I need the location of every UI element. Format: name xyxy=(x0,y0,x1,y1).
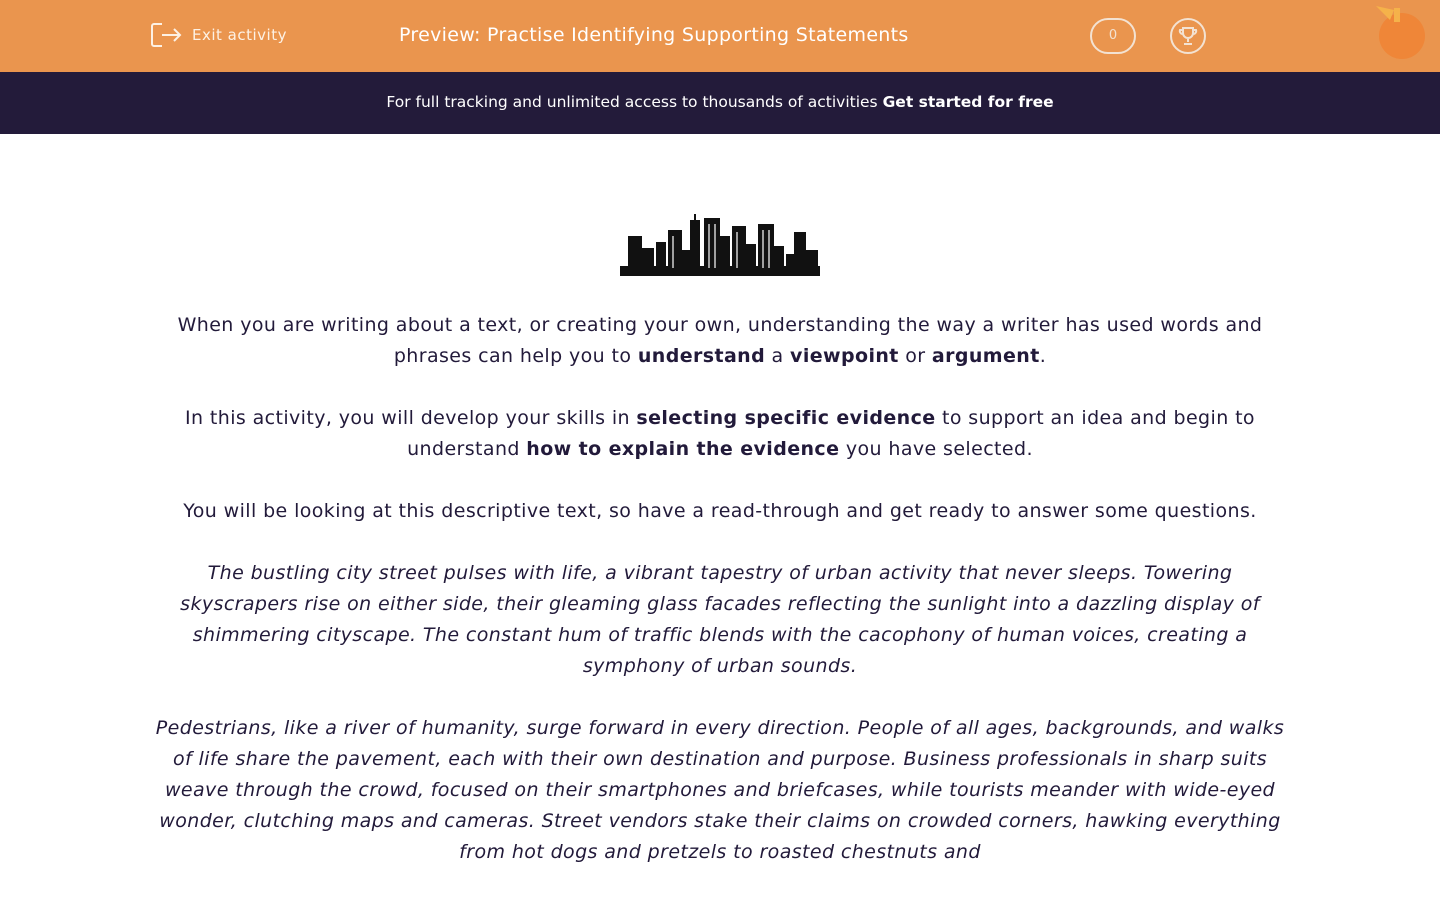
intro-paragraph-1: When you are writing about a text, or creating your own, understanding the way a writer has used words and phrases can help you to understand a viewpoint or argument. xyxy=(177,314,1263,367)
exit-activity-button[interactable] xyxy=(150,22,287,48)
city-skyline-image xyxy=(620,214,820,276)
exit-label: Exit activity xyxy=(192,26,287,44)
get-started-link[interactable]: Get started for free xyxy=(882,93,1054,111)
passage-paragraph-2: Pedestrians, like a river of humanity, surge forward in every direction. People of all ages, backgrounds, and walks of life share the pavement, each with their own destination and purpose. Business professionals in sharp suits weave through the crowd, focused on their smartphones and briefcases, while tourists meander with wide-eyed wonder, clutching maps and cameras. Street vendors stake their claims on crowded corners, hawking everything from hot dogs and pretzels to roasted chestnuts and xyxy=(155,717,1285,863)
intro-paragraph-3: You will be looking at this descriptive text, so have a read-through and get ready to answer some questions. xyxy=(183,500,1257,522)
banner-text: For full tracking and unlimited access to thousands of activities xyxy=(386,93,883,111)
signup-banner xyxy=(0,72,1440,134)
trophy-button[interactable] xyxy=(1170,18,1206,54)
top-bar xyxy=(0,0,1440,72)
passage-paragraph-1: The bustling city street pulses with life, a vibrant tapestry of urban activity that never sleeps. Towering skyscrapers rise on either side, their gleaming glass facades reflecting the sunlight into a dazzling display of shimmering cityscape. The constant hum of traffic blends with the cacophony of human voices, creating a symphony of urban sounds. xyxy=(180,562,1260,677)
main-content xyxy=(0,134,1440,868)
trophy-icon xyxy=(1177,25,1199,47)
score-badge: 0 xyxy=(1090,18,1136,54)
intro-paragraph-2: In this activity, you will develop your skills in selecting specific evidence to support an idea and begin to understand how to explain the evidence you have selected. xyxy=(185,407,1255,460)
exit-icon xyxy=(150,22,182,48)
page-title: Preview: Practise Identifying Supporting Statements xyxy=(399,24,909,46)
orange-logo xyxy=(1374,4,1434,60)
